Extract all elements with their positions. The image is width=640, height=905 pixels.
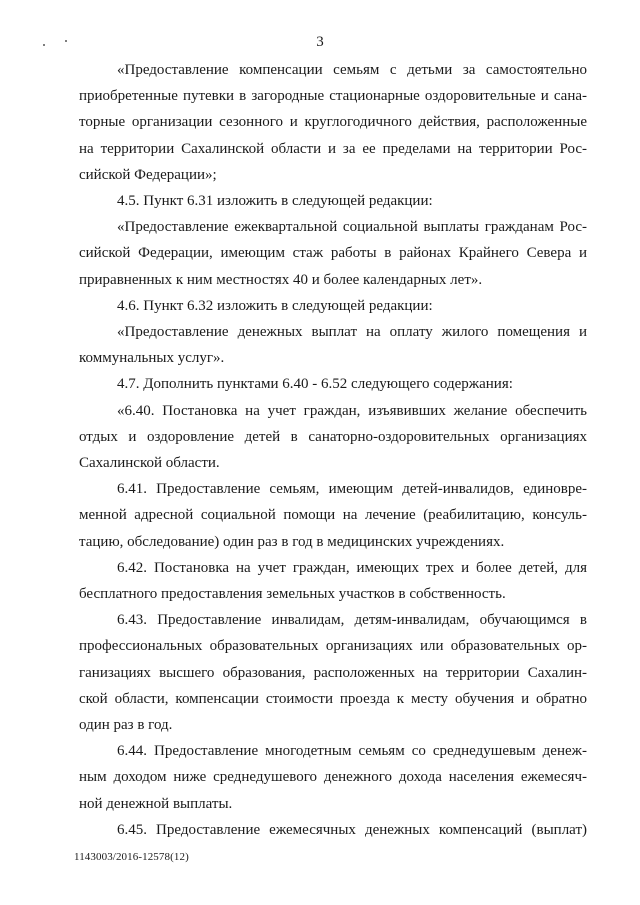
text-line: приобретенные путевки в загородные стационарные оздоровительные и сана- xyxy=(79,88,587,105)
text-line: «Предоставление денежных выплат на оплату жилого помещения и xyxy=(117,324,587,341)
text-line: профессиональных образовательных организациях или образовательных ор- xyxy=(79,638,587,655)
text-line: приравненных к ним местностях 40 и более календарных лет». xyxy=(79,271,483,288)
document-code-footer: 1143003/2016-12578(12) xyxy=(74,851,189,863)
paragraph xyxy=(79,319,587,371)
paragraph xyxy=(79,293,587,319)
text-line: «6.40. Постановка на учет граждан, изъявивших желание обеспечить xyxy=(117,402,587,419)
text-line: ганизациях высшего образования, расположенных на территории Сахалин- xyxy=(79,664,587,681)
paragraph xyxy=(79,555,587,607)
text-line: коммунальных услуг». xyxy=(79,350,225,367)
text-line: 4.6. Пункт 6.32 изложить в следующей редакции: xyxy=(117,297,433,314)
text-line: один раз в год. xyxy=(79,717,173,734)
text-line: 6.41. Предоставление семьям, имеющим детей-инвалидов, единовре- xyxy=(117,481,587,498)
text-line: 6.42. Постановка на учет граждан, имеющих трех и более детей, для xyxy=(117,559,587,576)
text-line: 6.44. Предоставление многодетным семьям со среднедушевым денеж- xyxy=(117,743,587,760)
text-line: на территории Сахалинской области и за ее пределами на территории Рос- xyxy=(79,140,587,157)
text-line: менной адресной социальной помощи на лечение (реабилитацию, консуль- xyxy=(79,507,587,524)
text-line: «Предоставление ежеквартальной социальной выплаты гражданам Рос- xyxy=(117,219,587,236)
text-line: 4.7. Дополнить пунктами 6.40 - 6.52 следующего содержания: xyxy=(117,376,513,393)
text-line: 6.45. Предоставление ежемесячных денежных компенсаций (выплат) xyxy=(117,821,587,838)
page-number: 3 xyxy=(316,34,324,50)
paragraph xyxy=(79,57,587,188)
paragraph xyxy=(79,607,587,738)
text-line: 4.5. Пункт 6.31 изложить в следующей редакции: xyxy=(117,193,433,210)
text-line: ным доходом ниже среднедушевого денежного дохода населения ежемесяч- xyxy=(79,769,587,786)
document-body xyxy=(79,57,587,843)
text-line: 6.43. Предоставление инвалидам, детям-инвалидам, обучающимся в xyxy=(117,612,587,629)
text-line: сийской Федерации, имеющим стаж работы в районах Крайнего Севера и xyxy=(79,245,587,262)
text-line: бесплатного предоставления земельных участков в собственность. xyxy=(79,586,506,603)
text-line: ской области, компенсации стоимости проезда к месту обучения и обратно xyxy=(79,690,587,707)
paragraph xyxy=(79,371,587,397)
text-line: сийской Федерации»; xyxy=(79,166,217,183)
paragraph xyxy=(79,188,587,214)
text-line: ной денежной выплаты. xyxy=(79,795,233,812)
paragraph xyxy=(79,817,587,843)
paragraph xyxy=(79,398,587,477)
paragraph xyxy=(79,476,587,555)
paragraph xyxy=(79,214,587,293)
text-line: тацию, обследование) один раз в год в медицинских учреждениях. xyxy=(79,533,505,550)
text-line: «Предоставление компенсации семьям с детьми за самостоятельно xyxy=(117,62,587,78)
text-line: торные организации сезонного и круглогодичного действия, расположенные xyxy=(79,114,587,131)
text-line: отдых и оздоровление детей в санаторно-оздоровительных организациях xyxy=(79,428,587,445)
text-line: Сахалинской области. xyxy=(79,455,220,472)
paragraph xyxy=(79,738,587,817)
